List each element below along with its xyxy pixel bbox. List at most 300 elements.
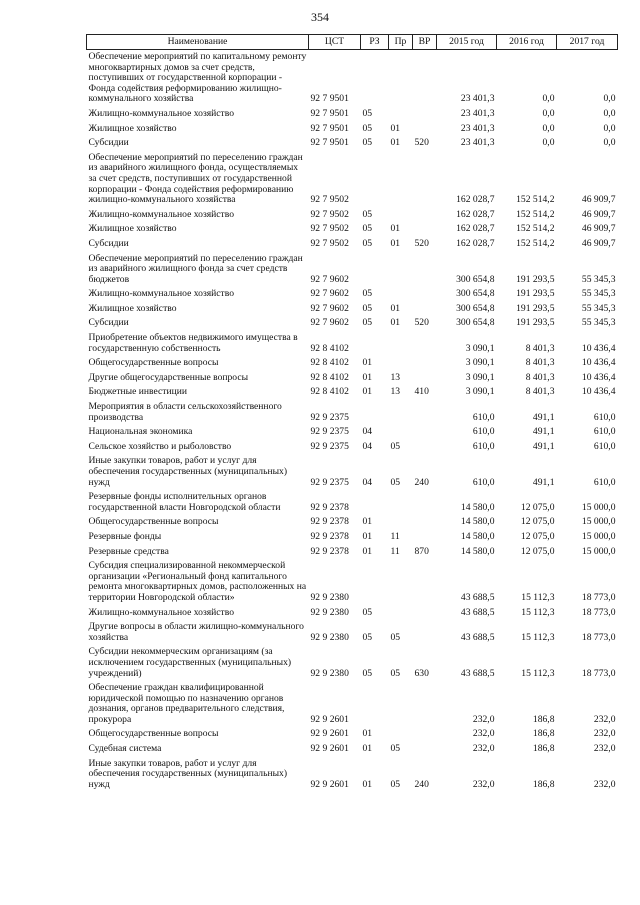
cell-2017: 55 345,3 [581, 273, 616, 285]
table-row [87, 371, 618, 386]
cell-name: Иные закупки товаров, работ и услуг для обеспечения государственных (муниципальных) нужд [88, 757, 288, 790]
cell-2016: 15 112,3 [521, 667, 555, 679]
table-row [87, 287, 618, 302]
cell-2016: 186,8 [532, 728, 555, 740]
cell-pr: 05 [390, 743, 401, 755]
cell-2016: 8 401,3 [525, 371, 555, 383]
cell-pr: 05 [390, 667, 401, 679]
cell-name: Другие общегосударственные вопросы [88, 371, 249, 383]
cell-name: Национальная экономика [88, 426, 193, 438]
cell-2017: 10 436,4 [581, 342, 616, 354]
cell-2015: 162 028,7 [456, 194, 495, 206]
cell-pr [389, 50, 413, 107]
table-row [87, 50, 618, 107]
cell-vr [413, 371, 437, 386]
cell-code: 92 7 9501 [310, 93, 349, 105]
cell-pr: 05 [390, 440, 401, 452]
cell-rz: 01 [362, 728, 373, 740]
cell-name: Приобретение объектов недвижимого имущества в государственную собственность [88, 332, 298, 354]
cell-name: Общегосударственные вопросы [88, 357, 219, 369]
cell-vr: 520 [414, 237, 429, 249]
table-row [87, 151, 618, 208]
cell-2016: 8 401,3 [525, 342, 555, 354]
cell-name: Общегосударственные вопросы [88, 516, 219, 528]
cell-2016: 152 514,2 [516, 194, 555, 206]
cell-pr: 11 [390, 545, 400, 557]
cell-code: 92 8 4102 [310, 371, 349, 383]
cell-rz: 05 [362, 122, 373, 134]
cell-rz [361, 400, 389, 425]
cell-vr [413, 331, 437, 356]
cell-code: 92 7 9602 [310, 302, 349, 314]
cell-name: Жилищное хозяйство [88, 302, 177, 314]
cell-vr [413, 559, 437, 605]
cell-vr [413, 490, 437, 515]
cell-code: 92 9 2375 [310, 476, 349, 488]
header-code: ЦСТ [309, 35, 361, 50]
cell-code: 92 9 2375 [310, 411, 349, 423]
cell-pr: 01 [390, 122, 401, 134]
cell-code: 92 7 9602 [310, 273, 349, 285]
cell-2017: 10 436,4 [581, 386, 616, 398]
cell-pr [389, 606, 413, 621]
table-row [87, 515, 618, 530]
cell-2016: 491,1 [532, 440, 555, 452]
cell-code: 92 7 9502 [310, 237, 349, 249]
cell-2015: 3 090,1 [465, 357, 495, 369]
cell-2016: 8 401,3 [525, 357, 555, 369]
cell-name: Обеспечение мероприятий по капитальному ремонту многоквартирных домов за счет средств, поступивших от государственной корпорации - Фонда содействия реформированию жилищно-коммунального хозяйства [88, 51, 307, 105]
cell-rz: 05 [362, 137, 373, 149]
cell-rz: 05 [362, 631, 373, 643]
cell-code: 92 7 9602 [310, 317, 349, 329]
cell-pr: 01 [390, 317, 401, 329]
cell-2015: 43 688,5 [460, 667, 495, 679]
table-row [87, 454, 618, 490]
cell-2017: 46 909,7 [581, 237, 616, 249]
cell-rz: 05 [362, 223, 373, 235]
cell-2016: 15 112,3 [521, 591, 555, 603]
cell-2016: 0,0 [542, 93, 555, 105]
cell-pr [389, 515, 413, 530]
cell-name: Жилищно-коммунальное хозяйство [88, 208, 235, 220]
cell-rz: 05 [362, 107, 373, 119]
cell-2016: 0,0 [542, 122, 555, 134]
cell-name: Резервные фонды [88, 530, 162, 542]
header-2015: 2015 год [437, 35, 497, 50]
cell-rz: 04 [362, 426, 373, 438]
cell-name: Жилищное хозяйство [88, 223, 177, 235]
cell-code: 92 9 2601 [310, 713, 349, 725]
cell-2017: 15 000,0 [581, 516, 616, 528]
cell-name: Обеспечение мероприятий по переселению граждан из аварийного жилищного фонда за счет средств бюджетов [88, 252, 303, 285]
cell-vr: 520 [414, 317, 429, 329]
cell-2015: 300 654,8 [456, 302, 495, 314]
table-row [87, 122, 618, 137]
cell-rz [361, 151, 389, 208]
table-row [87, 530, 618, 545]
cell-name: Жилищно-коммунальное хозяйство [88, 288, 235, 300]
cell-rz: 05 [362, 317, 373, 329]
cell-2016: 152 514,2 [516, 237, 555, 249]
cell-2015: 300 654,8 [456, 317, 495, 329]
cell-vr [413, 620, 437, 645]
cell-rz: 01 [362, 371, 373, 383]
cell-name: Другие вопросы в области жилищно-коммунального хозяйства [88, 621, 304, 643]
cell-rz [361, 490, 389, 515]
table-row [87, 136, 618, 151]
cell-2016: 491,1 [532, 476, 555, 488]
cell-name: Обеспечение граждан квалифицированной юридической помощью по назначению органов дознания, органов предварительного следствия, прокурора [88, 682, 285, 725]
cell-2017: 55 345,3 [581, 317, 616, 329]
cell-rz: 01 [362, 516, 373, 528]
cell-code: 92 9 2380 [310, 606, 349, 618]
cell-code: 92 9 2375 [310, 440, 349, 452]
cell-name: Жилищное хозяйство [88, 122, 177, 134]
table-row [87, 356, 618, 371]
cell-code: 92 9 2601 [310, 743, 349, 755]
cell-2017: 610,0 [593, 440, 616, 452]
cell-pr: 01 [390, 237, 401, 249]
cell-2015: 23 401,3 [460, 122, 495, 134]
table-row [87, 681, 618, 727]
cell-2015: 162 028,7 [456, 223, 495, 235]
cell-2016: 12 075,0 [520, 530, 555, 542]
cell-rz: 01 [362, 530, 373, 542]
cell-2015: 3 090,1 [465, 386, 495, 398]
cell-code: 92 9 2601 [310, 778, 349, 790]
cell-vr [413, 122, 437, 137]
cell-vr [413, 50, 437, 107]
cell-pr: 13 [390, 371, 401, 383]
cell-rz [361, 50, 389, 107]
cell-2016: 186,8 [532, 778, 555, 790]
cell-name: Иные закупки товаров, работ и услуг для обеспечения государственных (муниципальных) нужд [88, 455, 288, 488]
cell-pr [389, 287, 413, 302]
cell-name: Субсидии [88, 137, 129, 149]
cell-2015: 43 688,5 [460, 606, 495, 618]
cell-2017: 232,0 [593, 728, 616, 740]
cell-pr: 11 [390, 530, 400, 542]
cell-name: Жилищно-коммунальное хозяйство [88, 606, 235, 618]
cell-2015: 43 688,5 [460, 631, 495, 643]
cell-pr [389, 151, 413, 208]
cell-code: 92 7 9501 [310, 122, 349, 134]
cell-code: 92 7 9602 [310, 288, 349, 300]
cell-name: Жилищно-коммунальное хозяйство [88, 107, 235, 119]
cell-2015: 162 028,7 [456, 237, 495, 249]
cell-name: Судебная система [88, 743, 162, 755]
cell-2016: 15 112,3 [521, 631, 555, 643]
cell-code: 92 9 2378 [310, 516, 349, 528]
page-number: 354 [311, 10, 329, 24]
table-row [87, 425, 618, 440]
cell-rz: 01 [362, 545, 373, 557]
cell-pr: 01 [390, 302, 401, 314]
cell-vr [413, 606, 437, 621]
cell-rz [361, 331, 389, 356]
table-row [87, 440, 618, 455]
cell-2015: 14 580,0 [460, 530, 495, 542]
table-row [87, 559, 618, 605]
cell-2017: 0,0 [603, 107, 616, 119]
cell-pr [389, 331, 413, 356]
cell-code: 92 7 9502 [310, 223, 349, 235]
cell-2016: 12 075,0 [520, 516, 555, 528]
cell-vr [413, 742, 437, 757]
cell-code: 92 7 9501 [310, 137, 349, 149]
cell-code: 92 8 4102 [310, 342, 349, 354]
table-row [87, 385, 618, 400]
header-2017: 2017 год [557, 35, 618, 50]
cell-rz: 04 [362, 476, 373, 488]
cell-vr [413, 681, 437, 727]
cell-2016: 0,0 [542, 137, 555, 149]
table-body [87, 50, 618, 793]
budget-table [86, 34, 618, 792]
cell-name: Общегосударственные вопросы [88, 728, 219, 740]
cell-code: 92 9 2375 [310, 426, 349, 438]
cell-pr [389, 425, 413, 440]
cell-2017: 18 773,0 [581, 631, 616, 643]
cell-2017: 610,0 [593, 476, 616, 488]
cell-2017: 18 773,0 [581, 606, 616, 618]
cell-pr: 05 [390, 476, 401, 488]
cell-rz [361, 252, 389, 288]
cell-2015: 23 401,3 [460, 107, 495, 119]
cell-rz: 05 [362, 237, 373, 249]
table-row [87, 400, 618, 425]
cell-rz: 04 [362, 440, 373, 452]
cell-code: 92 7 9502 [310, 208, 349, 220]
cell-vr [413, 530, 437, 545]
table-row [87, 645, 618, 681]
cell-rz: 05 [362, 606, 373, 618]
cell-pr: 05 [390, 778, 401, 790]
cell-vr: 630 [414, 667, 429, 679]
cell-name: Резервные средства [88, 545, 169, 557]
table-row [87, 316, 618, 331]
cell-2015: 610,0 [472, 411, 495, 423]
cell-rz [361, 559, 389, 605]
cell-name: Бюджетные инвестиции [88, 386, 187, 398]
cell-name: Резервные фонды исполнительных органов государственной власти Новгородской области [88, 491, 281, 513]
cell-2017: 610,0 [593, 426, 616, 438]
cell-code: 92 9 2380 [310, 667, 349, 679]
table-row [87, 606, 618, 621]
table-row [87, 252, 618, 288]
cell-rz: 01 [362, 357, 373, 369]
cell-pr [389, 252, 413, 288]
cell-pr [389, 107, 413, 122]
cell-2017: 15 000,0 [581, 545, 616, 557]
cell-2015: 14 580,0 [460, 501, 495, 513]
cell-vr [413, 151, 437, 208]
cell-2017: 15 000,0 [581, 530, 616, 542]
table-row [87, 727, 618, 742]
cell-name: Субсидии [88, 317, 129, 329]
cell-2016: 191 293,5 [516, 273, 555, 285]
cell-2017: 232,0 [593, 713, 616, 725]
cell-2015: 162 028,7 [456, 208, 495, 220]
cell-name: Субсидии некоммерческим организациям (за исключением государственных (муниципальных) учреждений) [88, 646, 292, 679]
cell-2017: 232,0 [593, 743, 616, 755]
cell-code: 92 9 2378 [310, 530, 349, 542]
cell-code: 92 8 4102 [310, 357, 349, 369]
table-row [87, 331, 618, 356]
cell-2015: 232,0 [472, 713, 495, 725]
cell-2017: 610,0 [593, 411, 616, 423]
cell-2017: 55 345,3 [581, 288, 616, 300]
table-row [87, 302, 618, 317]
cell-vr [413, 425, 437, 440]
cell-2017: 0,0 [603, 137, 616, 149]
cell-vr [413, 515, 437, 530]
cell-vr [413, 252, 437, 288]
cell-2017: 18 773,0 [581, 591, 616, 603]
cell-2017: 55 345,3 [581, 302, 616, 314]
cell-2016: 12 075,0 [520, 545, 555, 557]
cell-vr [413, 107, 437, 122]
cell-rz: 05 [362, 288, 373, 300]
cell-2016: 15 112,3 [521, 606, 555, 618]
cell-2015: 232,0 [472, 778, 495, 790]
cell-code: 92 9 2380 [310, 631, 349, 643]
header-pr: Пр [389, 35, 413, 50]
cell-code: 92 9 2380 [310, 591, 349, 603]
cell-name: Субсидия специализированной некоммерческой организации «Региональный фонд капитального ремонта многоквартирных домов, расположенных на территории Новгородской области» [88, 560, 307, 603]
cell-2017: 46 909,7 [581, 194, 616, 206]
cell-pr: 05 [390, 631, 401, 643]
cell-rz: 01 [362, 386, 373, 398]
cell-2016: 491,1 [532, 411, 555, 423]
cell-vr: 870 [414, 545, 429, 557]
header-2016: 2016 год [497, 35, 557, 50]
table-row [87, 620, 618, 645]
cell-rz: 01 [362, 778, 373, 790]
cell-2017: 46 909,7 [581, 223, 616, 235]
cell-pr [389, 681, 413, 727]
cell-2017: 0,0 [603, 93, 616, 105]
cell-pr: 01 [390, 223, 401, 235]
cell-vr [413, 356, 437, 371]
cell-vr [413, 440, 437, 455]
cell-2016: 191 293,5 [516, 288, 555, 300]
cell-2017: 18 773,0 [581, 667, 616, 679]
cell-2017: 15 000,0 [581, 501, 616, 513]
cell-2015: 43 688,5 [460, 591, 495, 603]
table-header [87, 35, 618, 50]
cell-2017: 46 909,7 [581, 208, 616, 220]
cell-vr [413, 222, 437, 237]
cell-name: Обеспечение мероприятий по переселению граждан из аварийного жилищного фонда, осуществляемых за счет средств, поступивших от государственной корпорации - Фонда содействия реформированию жилищно-коммунального хозяйства [88, 151, 303, 206]
cell-2015: 610,0 [472, 476, 495, 488]
cell-pr: 01 [390, 137, 401, 149]
table-row [87, 742, 618, 757]
cell-vr: 410 [414, 386, 429, 398]
cell-2017: 232,0 [593, 778, 616, 790]
cell-2017: 10 436,4 [581, 357, 616, 369]
cell-rz: 05 [362, 208, 373, 220]
cell-name: Мероприятия в области сельскохозяйственного производства [88, 401, 282, 423]
cell-name: Сельское хозяйство и рыболовство [88, 440, 232, 452]
cell-pr [389, 727, 413, 742]
cell-2016: 12 075,0 [520, 501, 555, 513]
cell-vr [413, 208, 437, 223]
cell-2015: 23 401,3 [460, 137, 495, 149]
cell-2015: 610,0 [472, 440, 495, 452]
cell-2015: 23 401,3 [460, 93, 495, 105]
cell-2016: 186,8 [532, 743, 555, 755]
cell-pr: 13 [390, 386, 401, 398]
table-row [87, 545, 618, 560]
cell-vr: 240 [414, 476, 429, 488]
cell-2017: 10 436,4 [581, 371, 616, 383]
cell-2016: 186,8 [532, 713, 555, 725]
header-rz: РЗ [361, 35, 389, 50]
cell-2015: 300 654,8 [456, 288, 495, 300]
cell-vr: 240 [414, 778, 429, 790]
cell-2016: 491,1 [532, 426, 555, 438]
cell-vr [413, 727, 437, 742]
cell-2015: 14 580,0 [460, 516, 495, 528]
table-row [87, 107, 618, 122]
cell-code: 92 9 2378 [310, 501, 349, 513]
cell-code: 92 8 4102 [310, 386, 349, 398]
cell-2016: 152 514,2 [516, 223, 555, 235]
cell-2016: 191 293,5 [516, 317, 555, 329]
table-row [87, 222, 618, 237]
cell-vr [413, 302, 437, 317]
cell-pr [389, 208, 413, 223]
cell-2016: 191 293,5 [516, 302, 555, 314]
cell-code: 92 7 9501 [310, 107, 349, 119]
cell-2015: 3 090,1 [465, 342, 495, 354]
table-row [87, 490, 618, 515]
cell-code: 92 9 2601 [310, 728, 349, 740]
cell-2015: 300 654,8 [456, 273, 495, 285]
cell-2015: 610,0 [472, 426, 495, 438]
cell-2016: 8 401,3 [525, 386, 555, 398]
cell-2015: 14 580,0 [460, 545, 495, 557]
cell-2016: 152 514,2 [516, 208, 555, 220]
cell-rz: 05 [362, 302, 373, 314]
cell-2016: 0,0 [542, 107, 555, 119]
table-row [87, 208, 618, 223]
cell-code: 92 9 2378 [310, 545, 349, 557]
cell-2015: 232,0 [472, 728, 495, 740]
cell-pr [389, 490, 413, 515]
cell-name: Субсидии [88, 237, 129, 249]
cell-vr [413, 400, 437, 425]
header-vr: ВР [413, 35, 437, 50]
cell-2015: 232,0 [472, 743, 495, 755]
cell-pr [389, 400, 413, 425]
cell-rz [361, 681, 389, 727]
cell-rz: 05 [362, 667, 373, 679]
table-row [87, 237, 618, 252]
cell-pr [389, 356, 413, 371]
cell-pr [389, 559, 413, 605]
cell-2017: 0,0 [603, 122, 616, 134]
cell-vr [413, 287, 437, 302]
cell-2015: 3 090,1 [465, 371, 495, 383]
table-row [87, 757, 618, 793]
cell-code: 92 7 9502 [310, 194, 349, 206]
cell-rz: 01 [362, 743, 373, 755]
header-name: Наименование [87, 35, 309, 50]
cell-vr: 520 [414, 137, 429, 149]
